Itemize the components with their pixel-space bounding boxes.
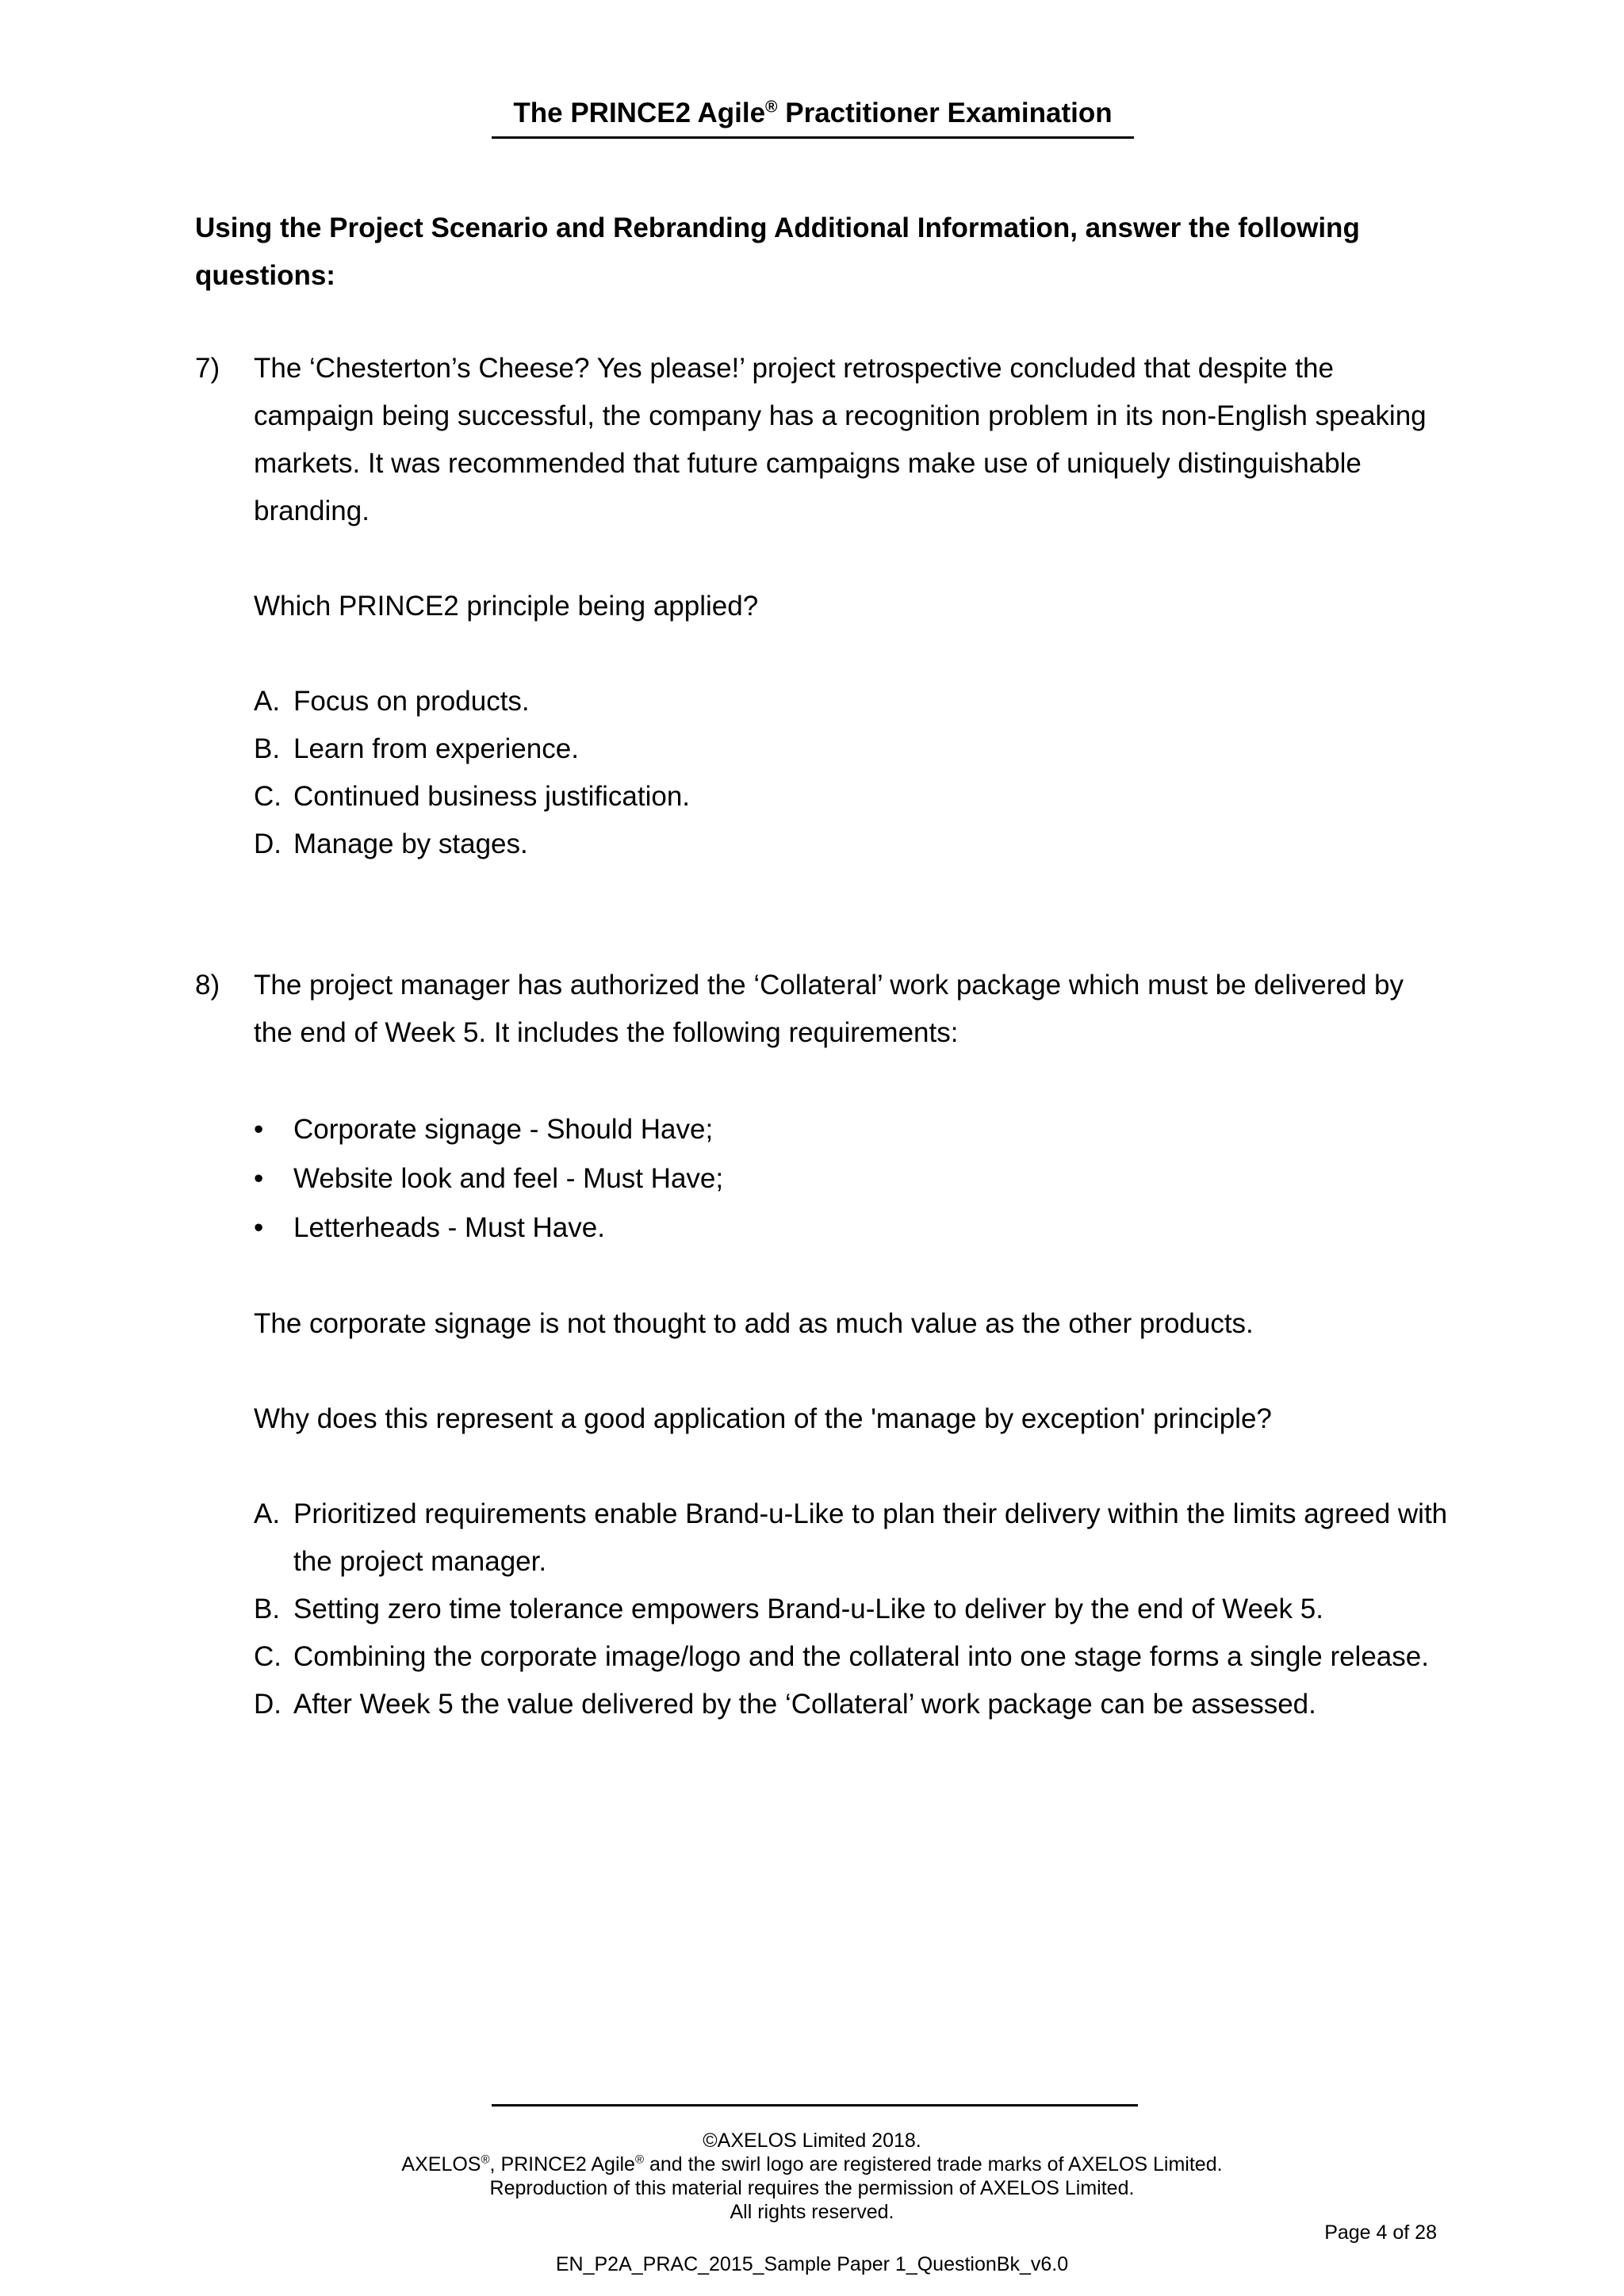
footer-rule (492, 2104, 1138, 2107)
requirement-bullet: • Website look and feel - Must Have; (254, 1155, 1364, 1203)
question-7-option-a: A. Focus on products. (254, 686, 530, 717)
question-8-option-b: B. Setting zero time tolerance empowers Brand-u-Like to deliver by the end of Week 5. (254, 1594, 1323, 1624)
bullet-icon: • (254, 1114, 264, 1145)
question-8-stem: The project manager has authorized the ‘Collateral’ work package which must be delivered by the end of Week 5. It includes the following requirements: (254, 970, 1404, 1048)
instructions-heading: Using the Project Scenario and Rebranding Additional Information, answer the following questions: (195, 212, 1360, 291)
question-8-option-a: A. Prioritized requirements enable Brand-u-Like to plan their delivery within the limits agreed with the project manager. (254, 1498, 1448, 1577)
question-8-number: 8) (195, 970, 220, 1001)
requirement-bullet: • Corporate signage - Should Have; (254, 1106, 1364, 1154)
question-7-option-d: D. Manage by stages. (254, 828, 528, 859)
footer-trademark: AXELOS®, PRINCE2 Agile® and the swirl logo are registered trade marks of AXELOS Limited. (401, 2152, 1223, 2175)
question-7-stem: The ‘Chesterton’s Cheese? Yes please!’ project retrospective concluded that despite the campaign being successful, the company has a recognition problem in its non-English speaking markets. It was recommended that future campaigns make use of uniquely distinguishable branding. (254, 353, 1427, 526)
footer-rights: All rights reserved. (730, 2201, 894, 2223)
question-7-option-b: B. Learn from experience. (254, 733, 579, 764)
question-8-option-d: D. After Week 5 the value delivered by the ‘Collateral’ work package can be assessed. (254, 1689, 1316, 1720)
requirement-bullet: • Letterheads - Must Have. (254, 1204, 1364, 1252)
header-rule (492, 136, 1134, 139)
bullet-icon: • (254, 1212, 264, 1243)
footer-reproduction: Reproduction of this material requires the permission of AXELOS Limited. (489, 2177, 1135, 2199)
footer-copyright: ©AXELOS Limited 2018. (703, 2130, 921, 2152)
document-id: EN_P2A_PRAC_2015_Sample Paper 1_QuestionBk_v6.0 (555, 2253, 1069, 2275)
question-7-number: 7) (195, 353, 220, 384)
page-header-title: The PRINCE2 Agile® Practitioner Examination (513, 98, 1113, 128)
question-7-prompt: Which PRINCE2 principle being applied? (254, 591, 759, 622)
question-8-note: The corporate signage is not thought to add as much value as the other products. (254, 1308, 1254, 1339)
page-number: Page 4 of 28 (1324, 2221, 1437, 2244)
question-8-prompt: Why does this represent a good application of the 'manage by exception' principle? (254, 1403, 1272, 1434)
bullet-icon: • (254, 1163, 264, 1194)
question-7-option-c: C. Continued business justification. (254, 781, 691, 812)
question-8-option-c: C. Combining the corporate image/logo and the collateral into one stage forms a single release. (254, 1641, 1429, 1672)
